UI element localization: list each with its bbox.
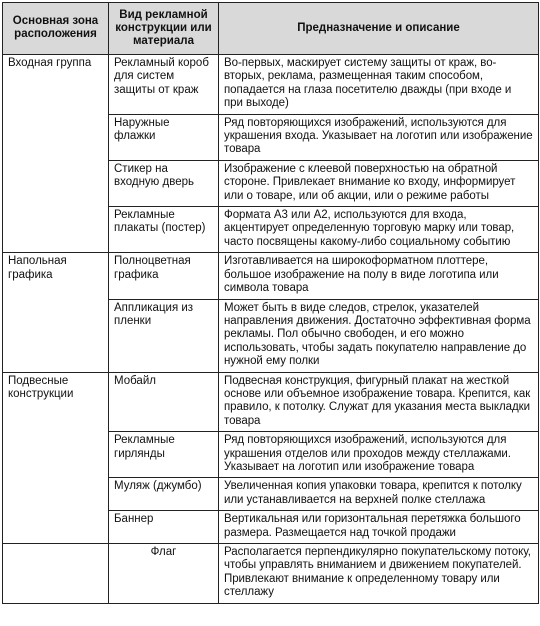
- table-row: [3, 253, 539, 299]
- type-cell: Аппликация из пленки: [109, 299, 219, 372]
- zone-cell: Подвесные конструкции: [3, 372, 109, 543]
- description-cell: Формата А3 или А2, используются для входа, акцентирует определенную торговую марку или товар, часто посвящены какому-либо социальному событию: [219, 207, 539, 253]
- header-row: [3, 3, 539, 55]
- header-description: Предназначение и описание: [219, 3, 539, 55]
- description-cell: Располагается перпендикулярно покупательскому потоку, чтобы управлять вниманием и движением покупателей. Привлекают внимание к определенному товару или стеллажу: [219, 544, 539, 604]
- type-cell: Наружные флажки: [109, 114, 219, 160]
- advertising-table: [2, 2, 539, 604]
- zone-cell: Входная группа: [3, 55, 109, 253]
- type-cell: Рекламные плакаты (постер): [109, 207, 219, 253]
- type-cell: Баннер: [109, 511, 219, 544]
- description-cell: Изготавливается на широкоформатном плоттере, большое изображение на полу в виде логотипа или символа товара: [219, 253, 539, 299]
- type-cell: Рекламный короб для систем защиты от краж: [109, 55, 219, 115]
- type-cell: Стикер на входную дверь: [109, 160, 219, 206]
- description-cell: Может быть в виде следов, стрелок, указателей направления движения. Достаточно эффективная форма рекламы. Пол обычно свободен, и его можно использовать, чтобы задать покупателю направление до нужной ему полки: [219, 299, 539, 372]
- table-row: [3, 372, 539, 432]
- description-cell: Ряд повторяющихся изображений, используются для украшения отделов или проходов между стеллажами. Указывает на логотип или изображение товара: [219, 432, 539, 478]
- description-cell: Увеличенная копия упаковки товара, крепится к потолку или устанавливается на верхней полке стеллажа: [219, 478, 539, 511]
- zone-cell-empty: [3, 544, 109, 604]
- header-type: Вид рекламной конструкции или материала: [109, 3, 219, 55]
- description-cell: Во-первых, маскирует систему защиты от краж, во-вторых, реклама, размещенная таким способом, попадается на глаза посетителю дважды (при входе и при выходе): [219, 55, 539, 115]
- type-cell: Мобайл: [109, 372, 219, 432]
- type-cell: Муляж (джумбо): [109, 478, 219, 511]
- zone-cell: Напольная графика: [3, 253, 109, 372]
- header-zone: Основная зона расположения: [3, 3, 109, 55]
- type-cell: Рекламные гирлянды: [109, 432, 219, 478]
- description-cell: Изображение с клеевой поверхностью на обратной стороне. Привлекает внимание ко входу, информирует или о товаре, или об акции, или о режиме работы: [219, 160, 539, 206]
- description-cell: Ряд повторяющихся изображений, используются для украшения входа. Указывает на логотип или изображение товара: [219, 114, 539, 160]
- table-row: [3, 544, 539, 604]
- description-cell: Подвесная конструкция, фигурный плакат на жесткой основе или объемное изображение товара. Крепится, как правило, к потолку. Служат для указания места выкладки товара: [219, 372, 539, 432]
- description-cell: Вертикальная или горизонтальная перетяжка большого размера. Размещается над точкой продажи: [219, 511, 539, 544]
- type-cell: Полноцветная графика: [109, 253, 219, 299]
- table-row: [3, 55, 539, 115]
- type-cell: Флаг: [109, 544, 219, 604]
